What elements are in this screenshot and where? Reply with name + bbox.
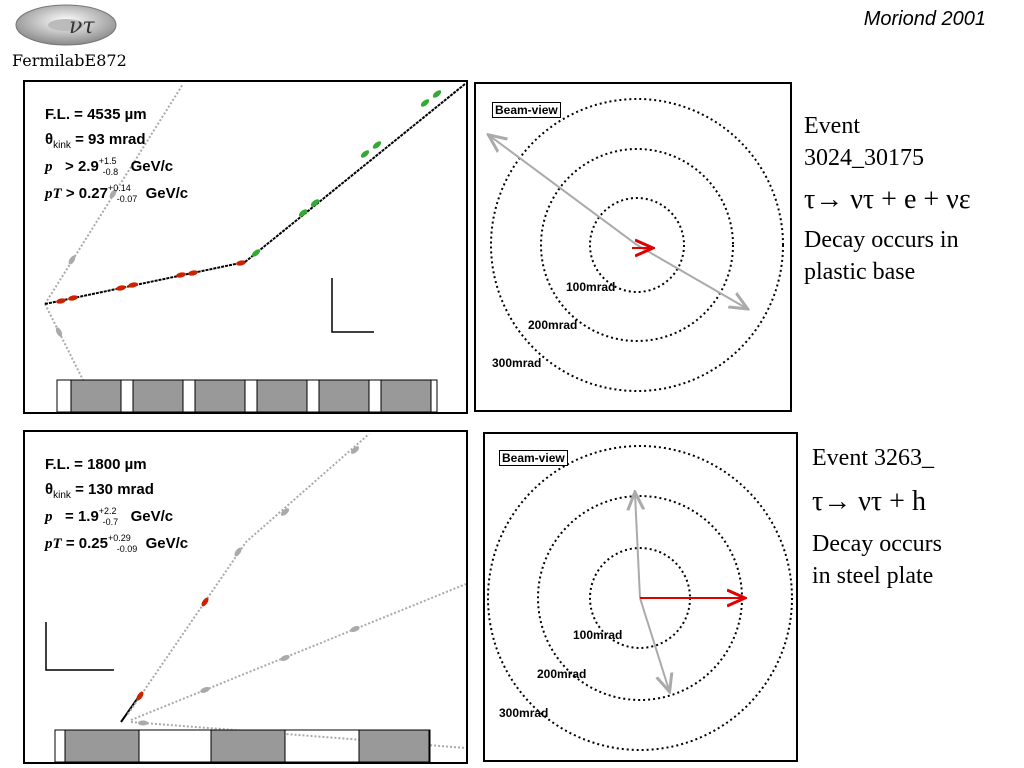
- momentum: p > $2.9^{+1.5}_{-0.8}$ GeV/c: [45, 156, 174, 177]
- event2-description-line2: in steel plate: [812, 563, 934, 589]
- hit-green: [360, 149, 371, 159]
- scale-bar: [46, 622, 114, 670]
- event1-description-line1: Decay occurs in: [804, 227, 959, 253]
- hit-red: [128, 282, 139, 289]
- flight-length: F.L. = 4535 µm: [45, 106, 147, 123]
- event1-description-line2: plastic base: [804, 259, 916, 285]
- ring-label-100: 100mrad: [573, 628, 623, 642]
- track-gray-down: [45, 304, 85, 384]
- hit-gray: [55, 326, 64, 337]
- daughter-direction-arrow: [640, 598, 669, 690]
- event2-beam-view-panel: [483, 432, 798, 762]
- conference-label: Moriond 2001: [863, 8, 986, 30]
- detector-plates: [55, 730, 430, 762]
- daughter-direction-arrow: [490, 136, 637, 245]
- fermilab-logo: [14, 2, 118, 48]
- kink-angle: $\theta_{kink} = 130$ mrad: [45, 481, 154, 501]
- event1-info: [45, 102, 188, 208]
- event2-decay-formula: τ→ ντ + h: [812, 486, 926, 517]
- ring-label-100: 100mrad: [566, 280, 616, 294]
- daughter-direction-arrow: [637, 245, 746, 308]
- detector-plates: [57, 380, 437, 412]
- event1-title-line1: Event: [804, 113, 860, 139]
- transverse-momentum: pT > $0.27^{+0.14}_{-0.07}$ GeV/c: [45, 183, 189, 204]
- event1-decay-formula: τ→ ντ + e + νε: [804, 184, 971, 215]
- hit-red: [56, 298, 67, 305]
- hit-red: [236, 260, 247, 267]
- event2-description-line1: Decay occurs: [812, 531, 942, 557]
- ring-label-300: 300mrad: [492, 356, 542, 370]
- event2-track-panel: [23, 430, 468, 764]
- ring-label-200: 200mrad: [528, 318, 578, 332]
- hit-green: [420, 98, 431, 108]
- scale-bar: [332, 278, 374, 332]
- event1-beam-view-panel: [474, 82, 792, 412]
- hit-red: [176, 272, 187, 279]
- event2-title: Event 3263_: [812, 445, 934, 471]
- beam-view-label: Beam-view: [492, 102, 561, 118]
- flight-length: F.L. = 1800 µm: [45, 456, 147, 473]
- torus-logo-icon: [14, 2, 118, 48]
- hit-gray: [279, 654, 290, 662]
- event2-side-text: [812, 442, 942, 592]
- event1-side-text: [804, 110, 971, 288]
- hit-gray: [349, 625, 360, 633]
- track-gray: [131, 584, 466, 720]
- hit-gray: [138, 721, 148, 726]
- logo-text: FermilabE872: [12, 51, 127, 70]
- hit-red: [116, 285, 127, 292]
- momentum: p = $1.9^{+2.2}_{-0.7}$ GeV/c: [45, 506, 174, 527]
- event2-info: [45, 452, 188, 558]
- event1-title-line2: 3024_30175: [804, 145, 924, 171]
- hit-red: [68, 295, 79, 302]
- ring-label-300: 300mrad: [499, 706, 549, 720]
- hit-red: [188, 270, 199, 277]
- logo-symbol: ντ: [69, 14, 95, 39]
- beam-view-label: Beam-view: [499, 450, 568, 466]
- event1-track-panel: [23, 80, 468, 414]
- daughter-direction-arrow: [635, 494, 640, 598]
- daughter-track: [245, 84, 465, 262]
- ring-label-200: 200mrad: [537, 667, 587, 681]
- hit-green: [432, 89, 443, 99]
- hit-gray: [199, 686, 210, 694]
- kink-angle: $\theta_{kink} = 93$ mrad: [45, 131, 146, 151]
- transverse-momentum: pT = $0.25^{+0.29}_{-0.09}$ GeV/c: [45, 533, 189, 554]
- hit-green: [372, 140, 383, 150]
